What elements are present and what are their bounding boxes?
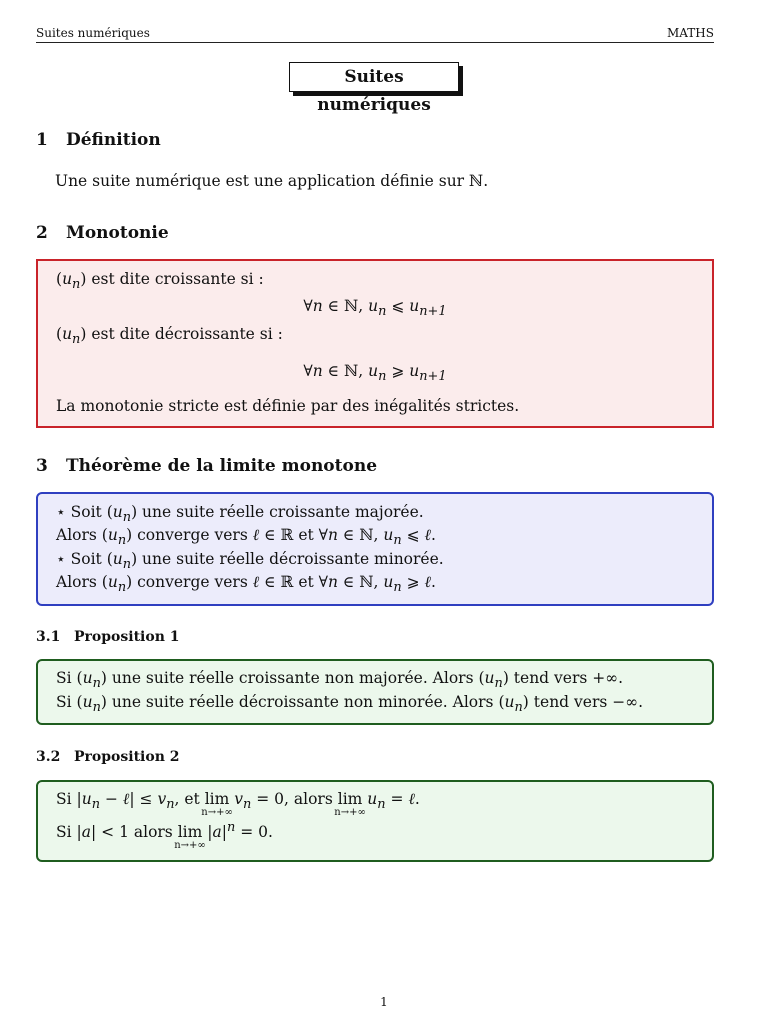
decroissante-definition: $(u_n)$ est dite décroissante si :	[56, 325, 283, 348]
croissante-formula: ∀n ∈ ℕ, $u_n$ ⩽ $u_{n+1}$	[303, 297, 447, 320]
monotonie-box	[36, 259, 714, 428]
section-number: 1	[36, 130, 48, 150]
section-title: Monotonie	[66, 223, 169, 243]
subsection-number: 3.2	[36, 749, 61, 765]
section-number: 2	[36, 223, 48, 243]
proposition-1-line-1: Si $(u_n)$ une suite réelle croissante non majorée. Alors $(u_n)$ tend vers +∞.	[56, 669, 624, 692]
subsection-title: Proposition 2	[74, 749, 180, 765]
proposition-1-line-2: Si $(u_n)$ une suite réelle décroissante non minorée. Alors $(u_n)$ tend vers −∞.	[56, 693, 644, 716]
document-title: Suites numériques	[289, 62, 459, 92]
theorem-line-4: Alors $(u_n)$ converge vers ℓ ∈ ℝ et ∀n ∈ ℕ, $u_n$ ⩾ ℓ.	[56, 573, 436, 596]
running-header	[36, 26, 714, 43]
limit-operator: lim n→+∞	[334, 790, 366, 818]
section-heading-monotonie	[36, 223, 169, 243]
section-heading-definition	[36, 130, 161, 150]
decroissante-formula: ∀n ∈ ℕ, $u_n$ ⩾ $u_{n+1}$	[303, 362, 447, 385]
theorem-line-2: Alors $(u_n)$ converge vers ℓ ∈ ℝ et ∀n ∈ ℕ, $u_n$ ⩽ ℓ.	[56, 526, 436, 549]
croissante-definition: $(u_n)$ est dite croissante si :	[56, 270, 264, 293]
subsection-heading-proposition-1	[36, 629, 180, 645]
proposition-2-box	[36, 780, 714, 862]
section-title: Définition	[66, 130, 161, 150]
strict-monotonie-text: La monotonie stricte est définie par des inégalités strictes.	[56, 397, 520, 415]
limit-operator: lim n→+∞	[201, 790, 233, 818]
theorem-line-1: ⋆ Soit $(u_n)$ une suite réelle croissante majorée.	[56, 503, 424, 526]
subsection-number: 3.1	[36, 629, 61, 645]
proposition-1-box	[36, 659, 714, 725]
subsection-heading-proposition-2	[36, 749, 180, 765]
theorem-box	[36, 492, 714, 606]
proposition-2-line-1: Si $|u_n$ − ℓ| ≤ $v_n$, et lim n→+∞ $v_n = 0$, alors lim n→+∞ $u_n$ = ℓ.	[56, 790, 420, 818]
section-title: Théorème de la limite monotone	[66, 456, 378, 476]
header-right: MATHS	[667, 26, 714, 40]
page-number: 1	[380, 995, 388, 1009]
limit-operator: lim n→+∞	[174, 823, 206, 852]
section-heading-theoreme	[36, 456, 377, 476]
proposition-2-line-2: Si |a| < 1 alors lim n→+∞ $|a|^n = 0$.	[56, 820, 273, 852]
section-number: 3	[36, 456, 48, 476]
definition-text: Une suite numérique est une application définie sur ℕ.	[55, 172, 489, 190]
header-left: Suites numériques	[36, 26, 150, 40]
theorem-line-3: ⋆ Soit $(u_n)$ une suite réelle décroissante minorée.	[56, 550, 444, 573]
subsection-title: Proposition 1	[74, 629, 180, 645]
